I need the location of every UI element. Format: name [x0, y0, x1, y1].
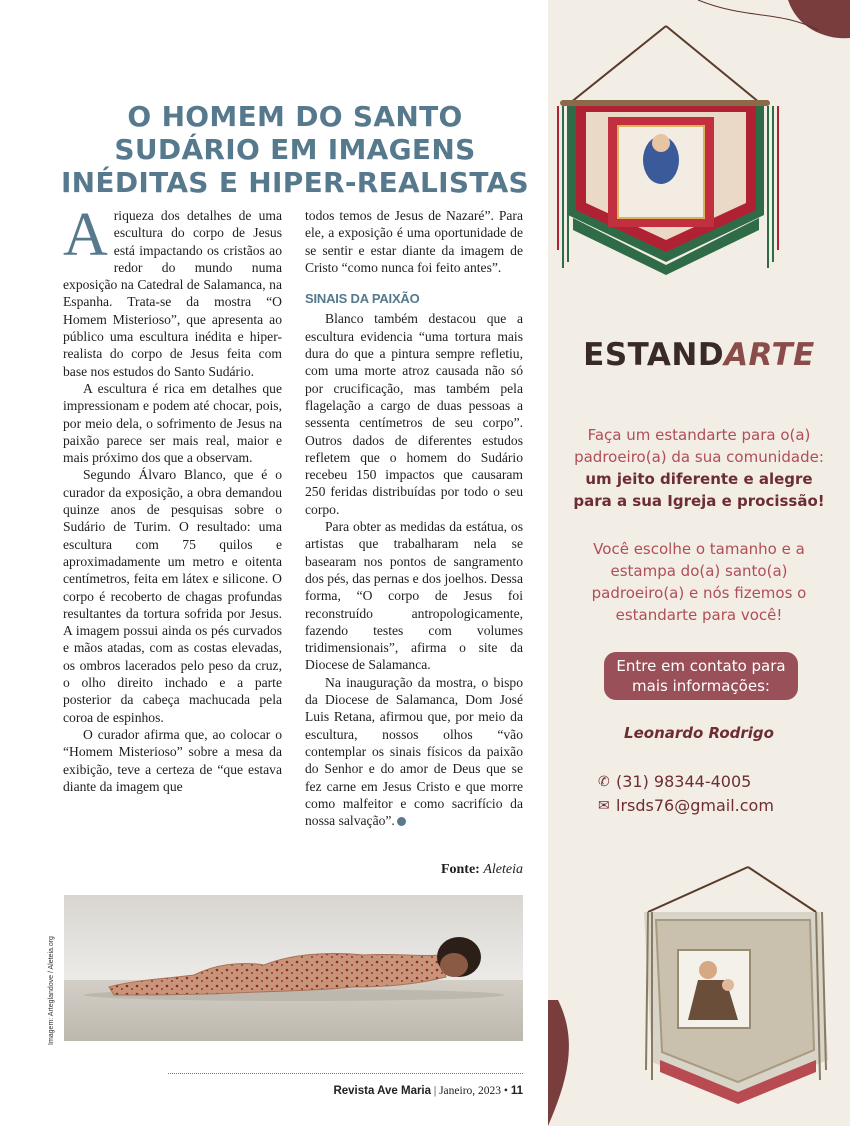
ad-brand-title	[548, 337, 850, 373]
article-source	[305, 862, 523, 878]
article-column-left	[63, 201, 282, 795]
headline-line-3: INÉDITAS E HIPER-REALISTAS	[60, 166, 530, 199]
brand-title-part-1: ESTAND	[583, 337, 725, 373]
article-paragraph: O curador afirma que, ao colocar o “Homem Misterioso” sobre a mesa da exibição, teve a certeza de “que estava diante da imagem que	[63, 726, 282, 794]
article-column-right	[305, 207, 523, 829]
contact-name: Leonardo Rodrigo	[624, 724, 774, 742]
email-row[interactable]	[598, 794, 774, 818]
source-name: Aleteia	[483, 862, 523, 877]
ad-description: Você escolhe o tamanho e a estampa do(a) santo(a) padroeiro(a) e nós fizemos o estandarte para você!	[591, 540, 807, 624]
page-number: 11	[510, 1085, 523, 1097]
paragraph-text: Na inauguração da mostra, o bispo da Diocese de Salamanca, Dom José Luis Retana, afirmou que, por meio da escultura, nossos olhos “vão contemplar os sinais físicos da paixão do Senhor e do amor de Deus que se fez carne em Jesus Cristo e que morre como malfeitor e como sacrifício da nossa salvação”.	[305, 674, 523, 829]
article-paragraph: Para obter as medidas da estátua, os artistas que trabalharam nela se basearam nos pontos de sangramento dos pés, das pernas e dos joelhos. Dessa forma, “O corpo de Jesus foi reconstruído antropologicamente, fazendo testes com volumes tridimensionais”, afirma o site da Diocese de Salamanca.	[305, 519, 523, 673]
phone-number[interactable]: (31) 98344-4005	[616, 772, 752, 791]
estandarte-ad	[548, 0, 850, 1126]
photo-credit: Imagem: Arteglandove / Aleteia.org	[48, 936, 55, 1045]
sculpture-photo	[64, 895, 523, 1041]
magazine-name: Revista Ave Maria	[333, 1085, 432, 1097]
envelope-icon: ✉	[598, 798, 610, 814]
email-address[interactable]: lrsds76@gmail.com	[616, 796, 774, 815]
source-label: Fonte:	[440, 862, 480, 877]
end-mark-icon	[397, 817, 406, 826]
article-paragraph: todos temos de Jesus de Nazaré”. Para ele, a exposição é uma oportunidade de se sentir e estar diante da imagem de Cristo “como nunca foi feito antes”.	[305, 208, 523, 275]
article-paragraph	[305, 674, 523, 830]
contact-details	[598, 770, 774, 818]
paragraph-text: riqueza dos detalhes de uma escultura do corpo de Jesus está impactando os cristãos ao redor do mundo numa exposição na Catedral de Salamanca, na Espanha. Trata-se da mostra “O Homem Misterioso”, que apresenta ao público uma escultura inédita e hiper-realista do corpo de Jesus feita com base nos estudos do Santo Sudário.	[63, 208, 282, 379]
banner-image-1	[558, 26, 778, 275]
sculpture-figure	[64, 895, 523, 1041]
headline-line-2: SUDÁRIO EM IMAGENS	[114, 133, 476, 166]
drop-cap: A	[63, 201, 108, 269]
brand-title-part-2: ARTE	[724, 337, 815, 373]
phone-row[interactable]	[598, 770, 774, 794]
headline-line-1: O HOMEM DO SANTO	[127, 100, 463, 133]
article-paragraph: Blanco também destacou que a escultura evidencia “uma tortura mais dura do que a pintura sempre refletiu, com uma morte atroz causada não só por crucificação, mas também pela flagelação a cargo de duas pessoas a sessenta centímetros de seu corpo”. Outros dados de diferentes estudos refletem que o homem do Sudário recebeu 150 impactos que causaram 250 feridas distribuídas por todo o seu corpo.	[305, 311, 523, 517]
ad-tagline	[568, 424, 830, 512]
phone-icon: ✆	[598, 774, 610, 790]
contact-button[interactable]: Entre em contato para mais informações:	[604, 652, 798, 700]
ad-tagline-strong: um jeito diferente e alegre para a sua Igreja e procissão!	[573, 470, 825, 510]
article-paragraph	[63, 201, 282, 380]
article-headline	[50, 100, 540, 199]
banner-image-2	[644, 867, 828, 1104]
issue-date: | Janeiro, 2023 •	[433, 1085, 508, 1097]
section-subhead: SINAIS DA PAIXÃO	[305, 291, 420, 307]
page-footer	[168, 1085, 523, 1097]
article-paragraph: Segundo Álvaro Blanco, que é o curador da exposição, a obra demandou quinze anos de pesquisas sobre o Sudário de Turim. O resultado: uma escultura com 75 quilos e aproximadamente um metro e oitenta centímetros, feita em látex e silicone. O corpo é recoberto de chagas profundas resultantes da tortura sofrida por Jesus. A imagem possui ainda os pés curvados e mãos atadas, com as costas elevadas, os ombros lacerados pelo peso da cruz, o olho direito inchado e a parte posterior da cabeça machucada pela coroa de espinhos.	[63, 467, 282, 725]
article-paragraph: A escultura é rica em detalhes que impressionam e podem até chocar, pois, por meio dela, o sofrimento de Jesus na paixão parece ser mais real, maior e mais próximo dos que a observam.	[63, 380, 282, 466]
footer-divider	[168, 1073, 523, 1074]
ad-tagline-text: Faça um estandarte para o(a) padroeiro(a) da sua comunidade:	[574, 426, 824, 466]
